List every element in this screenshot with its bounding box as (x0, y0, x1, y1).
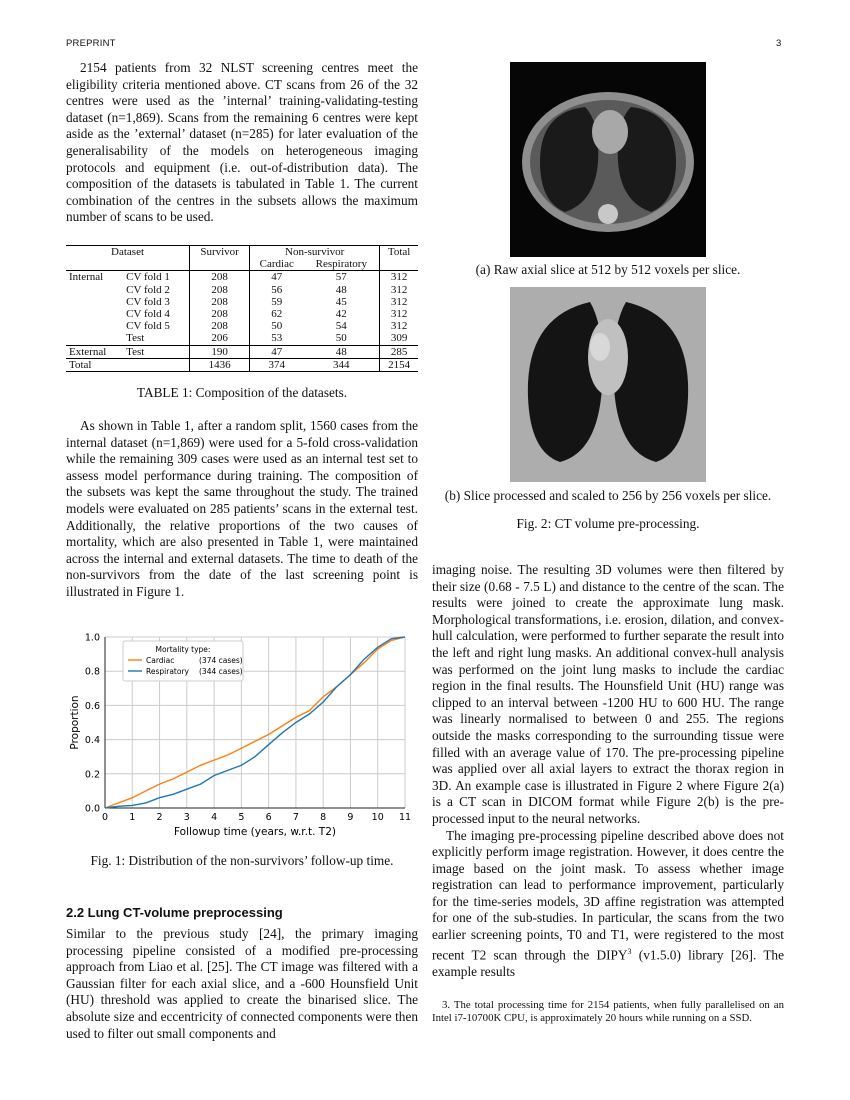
th-survivor: Survivor (190, 246, 250, 259)
cell-respiratory: 344 (303, 358, 379, 371)
cell-total: 312 (390, 295, 408, 308)
th-total: Total (380, 246, 418, 259)
x-tick-label: 8 (320, 812, 327, 823)
paragraph: Similar to the previous study [24], the primary imaging processing pipeline consisted of a modified pre-processing approach from Liao et al. [25]. The CT image was filtered with a Gaussian filter for each axial slice, and a -600 Hounsfield Unit (HU) threshold was applied to create the binarised slice. The absolute size and eccentricity of connected components were then used to filter out small components and (66, 926, 418, 1041)
cell-survivor: 208 (190, 284, 250, 296)
y-tick-label: 0.6 (84, 700, 100, 712)
table-row (66, 332, 418, 345)
cell-cardiac: 50 (271, 320, 283, 333)
table-row (66, 271, 418, 284)
table-row (66, 345, 418, 358)
cell-respiratory: 50 (303, 332, 379, 345)
cell-cardiac: 47 (250, 345, 304, 358)
figure2a-caption: (a) Raw axial slice at 512 by 512 voxels per slice. (475, 262, 741, 277)
table-caption: TABLE 1: Composition of the datasets. (136, 385, 348, 400)
th-non-survivor: Non-survivor (250, 246, 380, 259)
cell-respiratory: 57 (303, 271, 379, 284)
x-axis-label: Followup time (years, w.r.t. T2) (174, 826, 336, 838)
th-cardiac: Cardiac (259, 258, 294, 271)
cell-subset (123, 358, 189, 371)
cell-total: 2154 (380, 358, 418, 371)
dataset-table (66, 245, 418, 372)
cell-subset: Test (123, 332, 189, 345)
left-column-para1 (66, 60, 418, 226)
cell-subset: CV fold 3 (123, 296, 189, 308)
paragraph (432, 828, 784, 981)
text: The imaging pre-processing pipeline described above does not explicitly perform image registration. However, it does centre the image based on the joint mask. To assess whether image registration can lead to performance improvement, particularly for the time-series models, 3D affine registration was attempted for one of the sub-studies. In particular, the scans from the two earlier screening points, T0 and T1, were registered to the most recent T2 scan through the DIPY (432, 827, 784, 963)
cell-total: 285 (380, 345, 418, 358)
cell-group (66, 320, 123, 332)
cell-respiratory: 42 (303, 308, 379, 320)
table-row (66, 308, 418, 320)
cell-cardiac: 47 (250, 271, 304, 284)
processed-ct-slice-image (510, 287, 706, 482)
x-tick-label: 4 (211, 812, 218, 823)
raw-ct-slice-image (510, 62, 706, 257)
th-respiratory: Respiratory (303, 258, 379, 271)
paragraph: As shown in Table 1, after a random split, 1560 cases from the internal dataset (n=1,869) were used for a 5-fold cross-validation while the remaining 309 cases were used as an internal test set to assess model performance during training. The composition of the subsets was kept the same throughout the study. The trained models were evaluated on 285 patients’ scans in the external test. Additionally, the relative proportions of the two causes of mortality, which are also presented in Table 1, were maintained across the internal and external datasets. The time to death of the non-survivors from the date of the last screening point is illustrated in Figure 1. (66, 418, 418, 599)
followup-time-chart (66, 625, 418, 845)
table-row (66, 358, 418, 371)
legend-label: Respiratory (146, 667, 189, 676)
cell-respiratory: 48 (303, 284, 379, 296)
x-tick-label: 2 (156, 812, 163, 823)
right-column-text (432, 562, 784, 980)
x-tick-label: 5 (238, 812, 245, 823)
cell-survivor: 208 (190, 320, 250, 332)
x-tick-label: 11 (398, 812, 412, 823)
th-dataset: Dataset (66, 246, 190, 259)
cell-subset: CV fold 1 (123, 271, 189, 284)
y-tick-label: 0.0 (84, 803, 100, 815)
cell-respiratory: 54 (303, 320, 379, 332)
cell-cardiac: 53 (271, 332, 283, 345)
y-tick-label: 0.2 (84, 769, 100, 781)
x-tick-label: 6 (265, 812, 272, 823)
y-tick-label: 0.8 (84, 666, 100, 678)
page-number: 3 (776, 38, 782, 49)
cell-total: 312 (390, 320, 408, 333)
section-heading: 2.2 Lung CT-volume preprocessing (66, 905, 283, 920)
cell-subset: Test (123, 345, 189, 358)
paragraph: 2154 patients from 32 NLST screening centres meet the eligibility criteria mentioned above. CT scans from 26 of the 32 centres were used as the ’internal’ training-validating-testing dataset (n=1,869). Scans from the remaining 6 centres were kept aside as the ’external’ dataset (n=285) for later evaluation of the generalisability of the models on heterogeneous imaging protocols and equipment (i.e. out-of-distribution data). The composition of the datasets is tabulated in Table 1. The current combination of the centres in the subsets allows the maximum number of scans to be used. (66, 60, 418, 225)
text: (v1.5.0) library [26]. The example results (432, 947, 784, 979)
footnote-text: 3. The total processing time for 2154 patients, when fully parallelised on an Intel i7-10700K CPU, is approximately 20 hours while running on a SSD. (432, 999, 784, 1024)
legend-title: Mortality type: (155, 645, 211, 654)
left-column-para2 (66, 418, 418, 601)
cell-respiratory: 45 (303, 296, 379, 308)
paragraph: imaging noise. The resulting 3D volumes were then filtered by their size (0.68 - 7.5 L) and distance to the centre of the scan. The results were joined to create the approximate lung mask. Morphological transformations, i.e. erosion, dilation, and convex-hull calculation, were performed to further separate the result into the left and right lung masks. An additional convex-hull analysis was performed on the joint lung masks to include the cardiac region in the final results. The Hounsfield Unit (HU) range was clipped to an interval between -1200 HU to 600 HU. The range was linearly normalised to between 0 and 255. The regions outside the masks corresponding to the surrounding tissue were filled with an average value of 170. The pre-processing pipeline was applied over all axial layers to extract the thorax region in 3D. An example case is illustrated in Figure 2 where Figure 2(a) is a CT scan in DICOM format while Figure 2(b) is the pre-processed input to the neural networks. (432, 562, 784, 826)
x-tick-label: 9 (347, 812, 354, 823)
table-row (66, 320, 418, 332)
cell-subset: CV fold 4 (123, 308, 189, 320)
cell-subset: CV fold 5 (123, 320, 189, 332)
cell-survivor: 1436 (190, 358, 250, 371)
figure1-caption: Fig. 1: Distribution of the non-survivors’ follow-up time. (90, 853, 394, 868)
cell-cardiac: 374 (250, 358, 304, 371)
cell-group (66, 296, 123, 308)
running-header: PREPRINT (66, 38, 116, 49)
cell-cardiac: 62 (271, 308, 283, 321)
cell-group: Internal (66, 271, 123, 284)
figure2b-caption: (b) Slice processed and scaled to 256 by 256 voxels per slice. (444, 488, 772, 503)
cell-group: External (66, 345, 123, 358)
table-row (66, 284, 418, 296)
cell-respiratory: 48 (303, 345, 379, 358)
legend-label: Cardiac (146, 656, 175, 665)
legend-count: (344 cases) (199, 667, 243, 676)
cell-total: 312 (380, 271, 418, 284)
cell-group (66, 332, 123, 345)
footnote (432, 999, 784, 1024)
cell-survivor: 208 (190, 308, 250, 320)
cell-total: 312 (390, 283, 408, 296)
table-row (66, 296, 418, 308)
x-tick-label: 0 (101, 812, 109, 823)
figure2-caption: Fig. 2: CT volume pre-processing. (516, 516, 700, 531)
x-tick-label: 1 (129, 812, 136, 823)
cell-total: 312 (390, 308, 408, 321)
footnote-marker: 3 (627, 946, 632, 956)
left-column-para3 (66, 926, 418, 1042)
cell-survivor: 208 (190, 296, 250, 308)
cell-cardiac: 59 (271, 295, 283, 308)
x-tick-label: 3 (183, 812, 190, 823)
cell-subset: CV fold 2 (123, 284, 189, 296)
y-tick-label: 1.0 (84, 632, 100, 644)
cell-cardiac: 56 (271, 283, 283, 296)
x-tick-label: 10 (371, 812, 384, 823)
cell-survivor: 206 (190, 332, 250, 345)
y-axis-label: Proportion (69, 695, 81, 750)
cell-group: Total (66, 358, 123, 371)
cell-survivor: 208 (190, 271, 250, 284)
cell-group (66, 308, 123, 320)
cell-group (66, 284, 123, 296)
cell-total: 309 (390, 332, 408, 345)
legend-count: (374 cases) (199, 656, 243, 665)
x-tick-label: 7 (292, 812, 299, 823)
cell-survivor: 190 (190, 345, 250, 358)
y-tick-label: 0.4 (84, 735, 100, 747)
